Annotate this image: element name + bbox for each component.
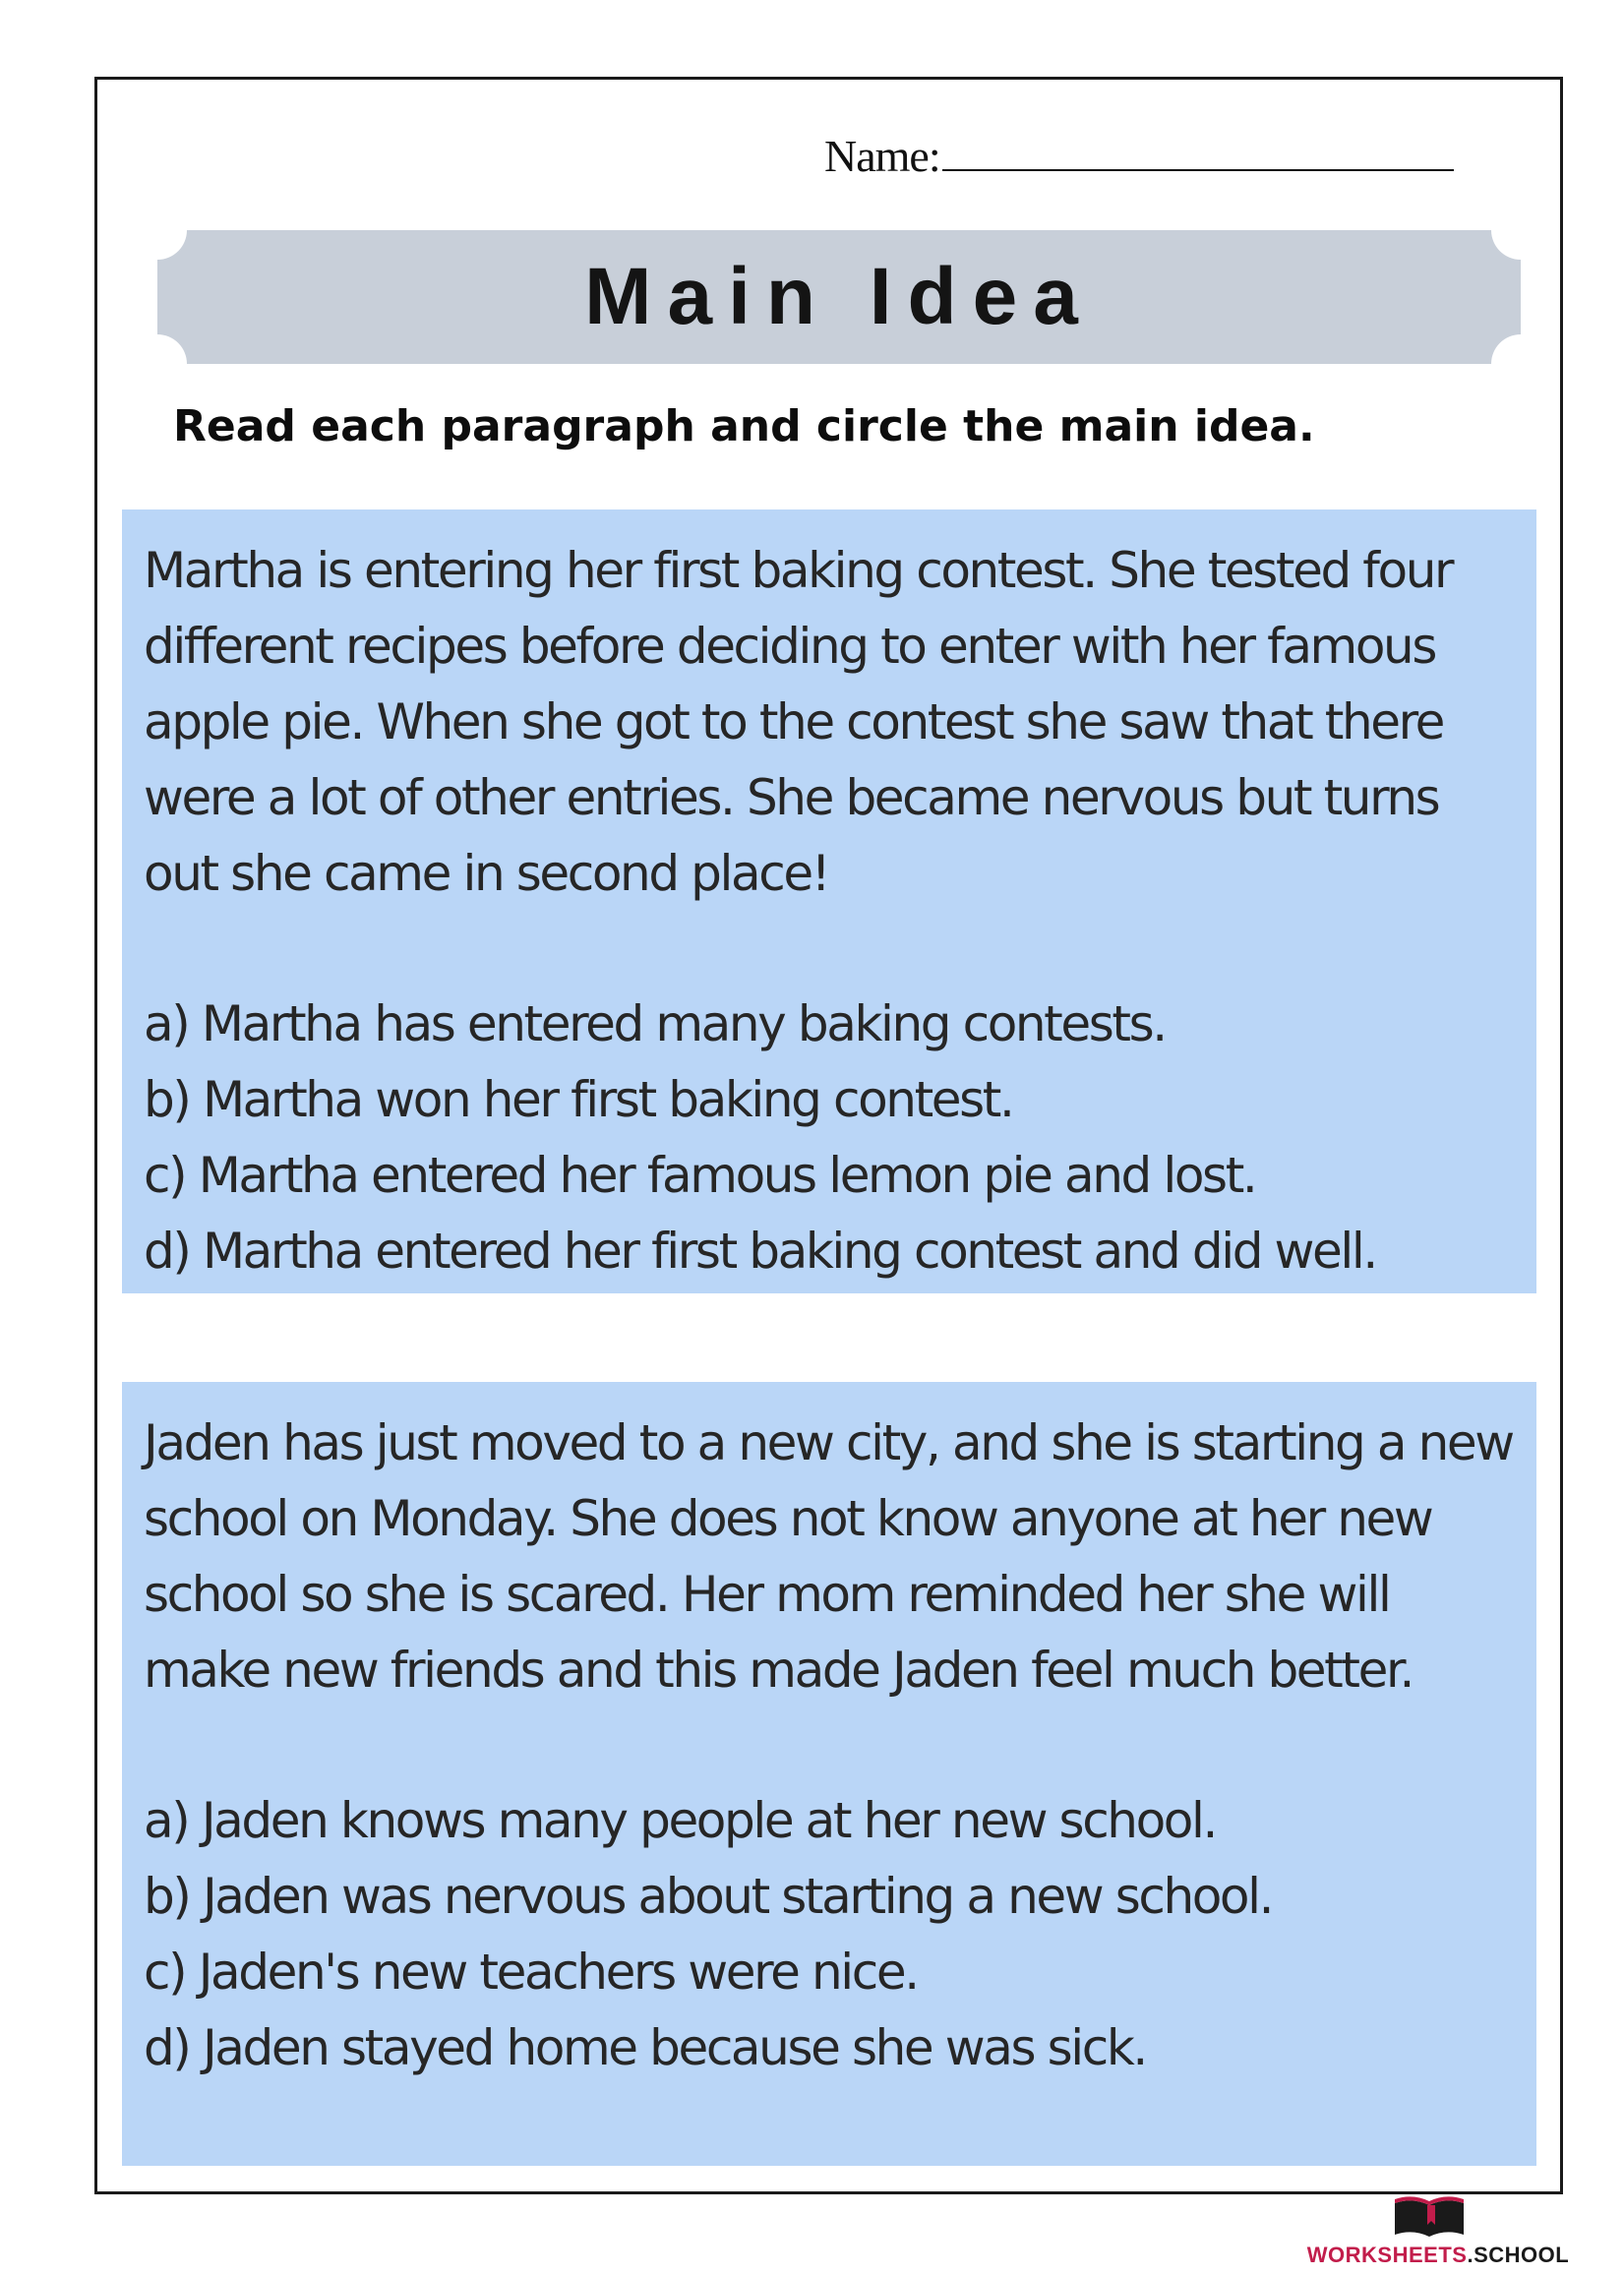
logo-brand: WORKSHEETS [1306,2243,1468,2267]
name-blank-line[interactable] [942,134,1454,171]
open-book-icon [1391,2195,1468,2241]
title-banner [157,230,1521,364]
answer-choice-d[interactable]: d) Jaden stayed home because she was sick. [144,2019,1146,2076]
answer-choice-a[interactable]: a) Martha has entered many baking contests. [144,995,1166,1052]
passage-text: Martha is entering her first baking contest. She tested four different recipes before deciding to enter with her famous apple pie. When she got to the contest she saw that there were a lot of other entries. She became nervous but turns out she came in second place! [144,542,1453,902]
logo-tld: .SCHOOL [1467,2243,1570,2267]
instructions: Read each paragraph and circle the main idea. [173,401,1315,451]
name-field [824,130,1454,182]
answer-choices [144,1783,1517,2086]
answer-choice-a[interactable]: a) Jaden knows many people at her new school. [144,1792,1216,1849]
worksheets-school-logo [1291,2195,1586,2274]
answer-choices [144,987,1517,1289]
answer-choice-c[interactable]: c) Martha entered her famous lemon pie and lost. [144,1147,1256,1204]
passage-box-1 [122,509,1536,1293]
worksheet-title: Main Idea [584,252,1094,341]
answer-choice-b[interactable]: b) Jaden was nervous about starting a new school. [144,1868,1273,1925]
answer-choice-b[interactable]: b) Martha won her first baking contest. [144,1071,1013,1128]
name-label: Name: [824,131,940,181]
passage-box-2 [122,1382,1536,2166]
logo-text [1291,2243,1586,2268]
answer-choice-d[interactable]: d) Martha entered her first baking contest and did well. [144,1223,1376,1280]
passage-text: Jaden has just moved to a new city, and she is starting a new school on Monday. She does not know anyone at her new school so she is scared. Her mom reminded her she will make new friends and this made Jaden feel much better. [144,1414,1513,1699]
answer-choice-c[interactable]: c) Jaden's new teachers were nice. [144,1944,918,2001]
